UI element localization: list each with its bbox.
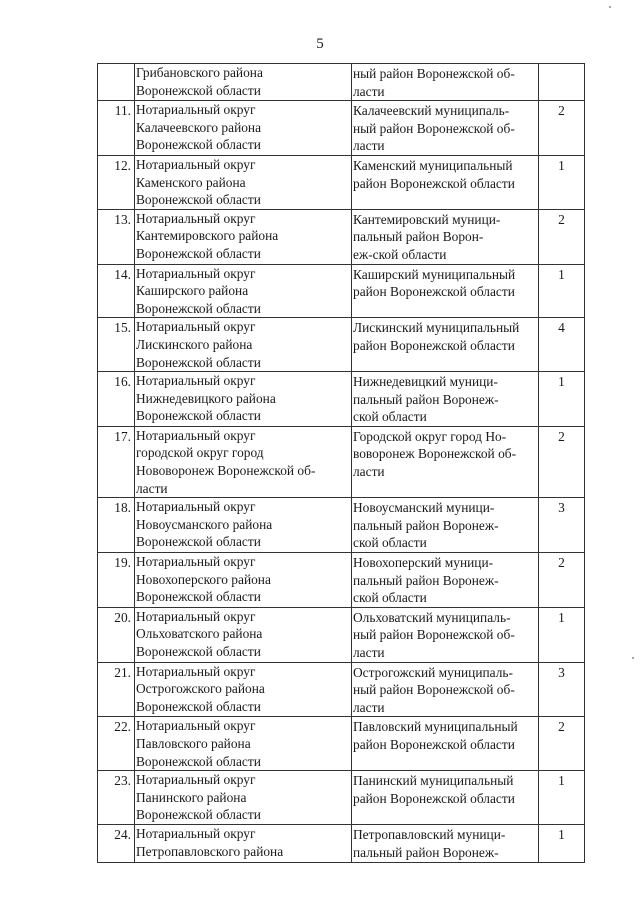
notary-count-cell: 1 — [539, 264, 585, 318]
municipality-cell: Городской округ город Но- воворонеж Воронежской об- ласти — [352, 426, 539, 497]
table-row — [98, 824, 585, 862]
municipality-cell: Острогожский муниципаль- ный район Воронежской об- ласти — [352, 662, 539, 717]
row-number-cell: 11. — [98, 101, 135, 156]
municipality-cell: Кантемировский муници- пальный район Ворон- еж-ской области — [352, 209, 539, 264]
notarial-districts-table — [97, 63, 585, 863]
row-number-cell: 20. — [98, 607, 135, 662]
notary-count-cell — [539, 64, 585, 101]
notarial-district-cell: Грибановского района Воронежской области — [135, 64, 352, 101]
notary-count-cell: 3 — [539, 498, 585, 553]
table-row — [98, 64, 585, 101]
notary-count-cell: 1 — [539, 372, 585, 427]
notary-count-cell: 3 — [539, 662, 585, 717]
table-row — [98, 318, 585, 372]
row-number-cell: 24. — [98, 824, 135, 862]
notarial-district-cell: Нотариальный округ Новоусманского района Воронежской области — [135, 498, 352, 553]
notarial-district-cell: Нотариальный округ Ольховатского района Воронежской области — [135, 607, 352, 662]
notary-count-cell: 1 — [539, 607, 585, 662]
notary-count-cell: 2 — [539, 426, 585, 497]
notarial-district-cell: Нотариальный округ Кантемировского района Воронежской области — [135, 209, 352, 264]
scan-speck — [609, 6, 611, 8]
table-row — [98, 498, 585, 553]
municipality-cell: Нижнедевицкий муници- пальный район Воронеж- ской области — [352, 372, 539, 427]
table-row — [98, 101, 585, 156]
row-number-cell: 14. — [98, 264, 135, 318]
notarial-district-cell: Нотариальный округ городской округ город Нововоронеж Воронежской об- ласти — [135, 426, 352, 497]
notary-count-cell: 2 — [539, 553, 585, 608]
municipality-cell: ный район Воронежской об- ласти — [352, 64, 539, 101]
table-body — [98, 64, 585, 863]
page-number: 5 — [316, 36, 324, 52]
municipality-cell: Новоусманский муници- пальный район Воронеж- ской области — [352, 498, 539, 553]
row-number-cell: 12. — [98, 155, 135, 209]
row-number-cell: 15. — [98, 318, 135, 372]
municipality-cell: Лискинский муниципальный район Воронежской области — [352, 318, 539, 372]
table-row — [98, 553, 585, 608]
scan-speck — [632, 657, 634, 659]
notarial-district-cell: Нотариальный округ Павловского района Воронежской области — [135, 717, 352, 771]
table-row — [98, 264, 585, 318]
row-number-cell — [98, 64, 135, 101]
municipality-cell: Калачеевский муниципаль- ный район Воронежской об- ласти — [352, 101, 539, 156]
table-row — [98, 717, 585, 771]
municipality-cell: Панинский муниципальный район Воронежской области — [352, 771, 539, 825]
row-number-cell: 13. — [98, 209, 135, 264]
notarial-district-cell: Нотариальный округ Новохоперского района Воронежской области — [135, 553, 352, 608]
table-row — [98, 771, 585, 825]
notary-count-cell: 1 — [539, 824, 585, 862]
table-row — [98, 209, 585, 264]
row-number-cell: 19. — [98, 553, 135, 608]
notary-count-cell: 2 — [539, 209, 585, 264]
notarial-district-cell: Нотариальный округ Панинского района Воронежской области — [135, 771, 352, 825]
notarial-district-cell: Нотариальный округ Каменского района Воронежской области — [135, 155, 352, 209]
row-number-cell: 18. — [98, 498, 135, 553]
notary-count-cell: 4 — [539, 318, 585, 372]
notarial-district-cell: Нотариальный округ Калачеевского района Воронежской области — [135, 101, 352, 156]
notarial-district-cell: Нотариальный округ Петропавловского района — [135, 824, 352, 862]
notary-count-cell: 1 — [539, 155, 585, 209]
row-number-cell: 16. — [98, 372, 135, 427]
row-number-cell: 21. — [98, 662, 135, 717]
notary-count-cell: 2 — [539, 717, 585, 771]
row-number-cell: 17. — [98, 426, 135, 497]
table-row — [98, 607, 585, 662]
municipality-cell: Новохоперский муници- пальный район Воронеж- ской области — [352, 553, 539, 608]
notarial-district-cell: Нотариальный округ Каширского района Воронежской области — [135, 264, 352, 318]
row-number-cell: 23. — [98, 771, 135, 825]
municipality-cell: Каширский муниципальный район Воронежской области — [352, 264, 539, 318]
municipality-cell: Павловский муниципальный район Воронежской области — [352, 717, 539, 771]
table-row — [98, 426, 585, 497]
table-row — [98, 155, 585, 209]
table-row — [98, 662, 585, 717]
notarial-district-cell: Нотариальный округ Острогожского района Воронежской области — [135, 662, 352, 717]
municipality-cell: Каменский муниципальный район Воронежской области — [352, 155, 539, 209]
notarial-district-cell: Нотариальный округ Лискинского района Воронежской области — [135, 318, 352, 372]
notary-count-cell: 2 — [539, 101, 585, 156]
municipality-cell: Петропавловский муници- пальный район Воронеж- — [352, 824, 539, 862]
row-number-cell: 22. — [98, 717, 135, 771]
notarial-district-cell: Нотариальный округ Нижнедевицкого района Воронежской области — [135, 372, 352, 427]
municipality-cell: Ольховатский муниципаль- ный район Воронежской об- ласти — [352, 607, 539, 662]
notary-count-cell: 1 — [539, 771, 585, 825]
table-row — [98, 372, 585, 427]
